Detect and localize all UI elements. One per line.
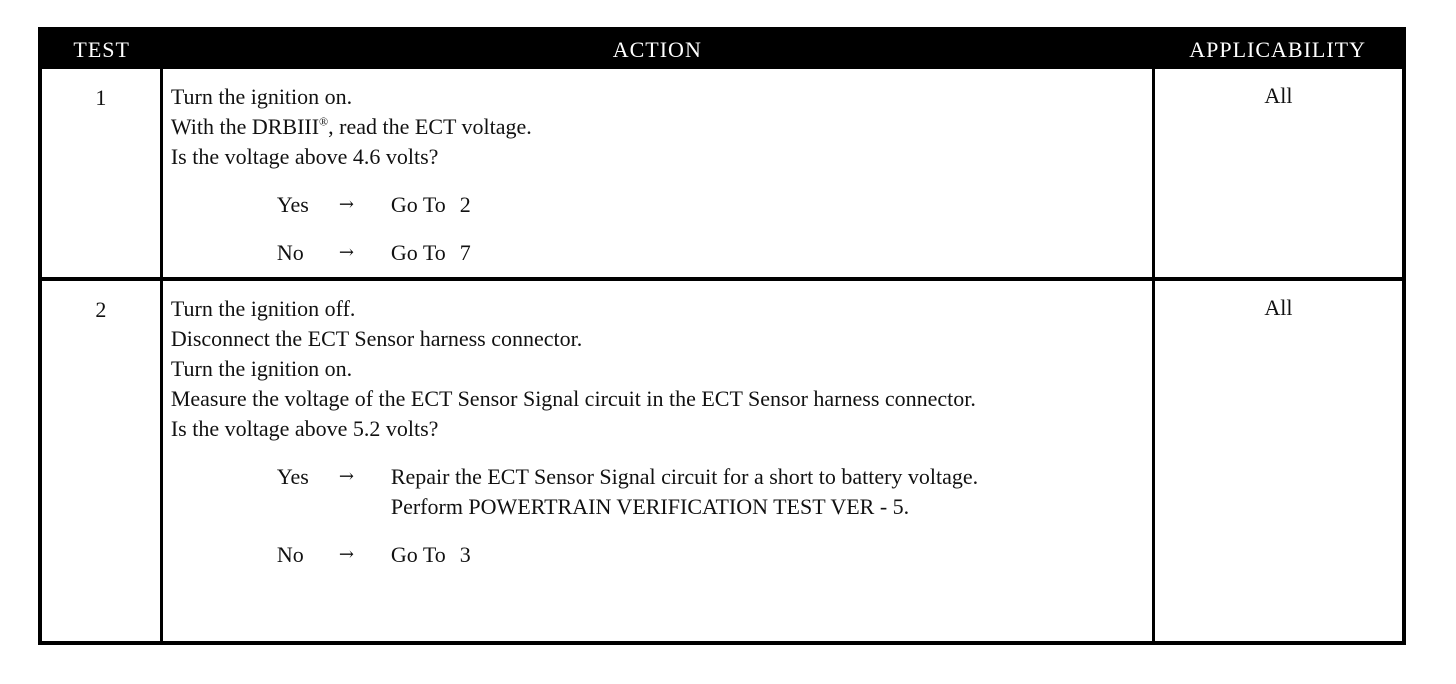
branch-no [277, 238, 1144, 268]
branch-yes [277, 462, 1144, 522]
step-text-part: , read the ECT voltage. [328, 114, 532, 139]
step-text: Turn the ignition on. [170, 84, 353, 109]
step-text [171, 112, 1144, 142]
action-cell [161, 279, 1153, 643]
step-text: Turn the ignition off. [170, 296, 356, 321]
goto-target: 3 [459, 542, 471, 567]
question-text: Is the voltage above 4.6 volts? [170, 144, 439, 169]
result-line: Repair the ECT Sensor Signal circuit for a short to battery voltage. [390, 464, 979, 489]
branch-no [277, 540, 1144, 570]
table-row-test-1 [40, 69, 1404, 279]
registered-mark: ® [319, 114, 329, 129]
table-row-test-2 [40, 279, 1404, 643]
branch-result [391, 238, 1144, 268]
goto-text: Go To [390, 240, 446, 265]
branch-label: No [276, 542, 304, 567]
goto-target: 7 [459, 240, 471, 265]
branch-list [171, 190, 1144, 268]
arrow-right-icon: → [338, 466, 354, 487]
header-applicability: APPLICABILITY [1153, 29, 1404, 69]
branch-list [171, 462, 1144, 570]
branch-result [391, 462, 1144, 522]
applicability-cell: All [1153, 69, 1404, 279]
branch-yes [277, 190, 1144, 220]
step-text: Turn the ignition on. [170, 356, 353, 381]
goto-target: 2 [459, 192, 471, 217]
goto-text: Go To [390, 542, 446, 567]
step-text-part: With the DRBIII [170, 114, 320, 139]
arrow-right-icon: → [338, 544, 354, 565]
step-text: Measure the voltage of the ECT Sensor Signal circuit in the ECT Sensor harness connector. [170, 386, 976, 411]
question-text: Is the voltage above 5.2 volts? [170, 416, 439, 441]
table-header-row [40, 29, 1404, 69]
diagnostic-test-table [38, 27, 1406, 645]
action-cell [161, 69, 1153, 279]
branch-result [391, 190, 1144, 220]
arrow-right-icon: → [338, 194, 354, 215]
arrow-right-icon: → [338, 242, 354, 263]
goto-text: Go To [390, 192, 446, 217]
header-action: ACTION [161, 29, 1153, 69]
test-number: 2 [40, 279, 161, 643]
step-text: Disconnect the ECT Sensor harness connector. [170, 326, 583, 351]
branch-label: Yes [276, 192, 309, 217]
test-number: 1 [40, 69, 161, 279]
header-test: TEST [40, 29, 161, 69]
result-line: Perform POWERTRAIN VERIFICATION TEST VER - 5. [390, 494, 910, 519]
branch-label: Yes [276, 464, 309, 489]
branch-result [391, 540, 1144, 570]
branch-label: No [276, 240, 304, 265]
applicability-cell: All [1153, 279, 1404, 643]
